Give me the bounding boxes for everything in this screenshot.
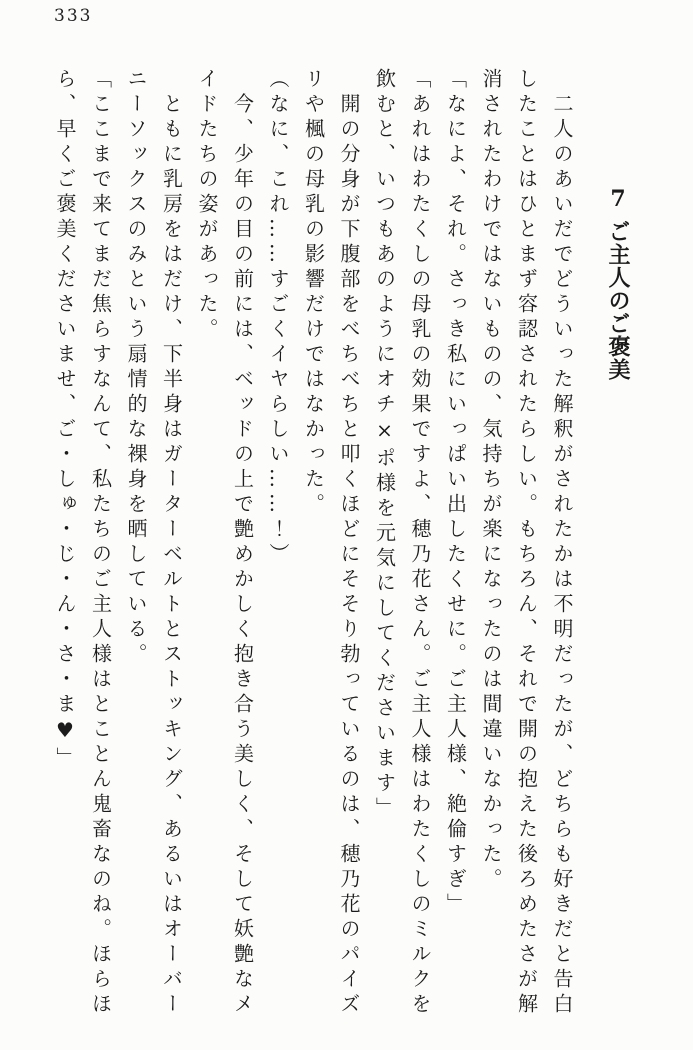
text-line: 「なによ、それ。さっき私にいっぱい出したくせに。ご主人様、絶倫すぎ」 bbox=[443, 68, 468, 918]
text-line: 「あれはわたくしの母乳の効果ですよ、穂乃花さん。ご主人様はわたくしのミルクを bbox=[408, 68, 432, 1018]
page-content bbox=[47, 68, 640, 1030]
text-line: イドたちの姿があった。 bbox=[195, 68, 219, 343]
chapter-number: 7 bbox=[610, 188, 626, 210]
chapter-heading bbox=[601, 68, 635, 1030]
text-line: （なに、これ……すごくイヤらしい……！） bbox=[266, 68, 290, 568]
text-line: したことはひとまず容認されたらしい。もちろん、それで開の抱えた後ろめたさが解 bbox=[514, 68, 539, 1018]
text-line: 二人のあいだでどういった解釈がされたかは不明だったが、どちらも好きだと告白 bbox=[550, 93, 574, 1018]
chapter-title: ご主人のご褒美 bbox=[605, 220, 631, 381]
text-line: ら、早くご褒美くださいませ、ご・しゅ・じ・ん・さ・ま♥」 bbox=[53, 68, 77, 772]
text-line: リや楓の母乳の影響だけではなかった。 bbox=[301, 68, 326, 518]
text-line: ニーソックスのみという扇情的な裸身を晒している。 bbox=[124, 68, 148, 668]
body-lines bbox=[47, 68, 580, 1030]
text-line: 開の分身が下腹部をべちべちと叩くほどにそそり勃っているのは、穂乃花のパイズ bbox=[337, 93, 361, 1018]
page-number: 333 bbox=[54, 6, 93, 26]
text-line: 飲むと、いつもあのようにオチ×ポ様を元気にしてくださいます」 bbox=[372, 68, 397, 822]
text-line: 今、少年の目の前には、ベッドの上で艶めかしく抱き合う美しく、そして妖艶なメ bbox=[230, 93, 255, 1018]
text-line: ともに乳房をはだけ、下半身はガーターベルトとストッキング、あるいはオーバー bbox=[159, 93, 184, 1018]
text-line: 消されたわけではないものの、気持ちが楽になったのは間違いなかった。 bbox=[479, 68, 503, 893]
text-line: 「ここまで来てまだ焦らすなんて、私たちのご主人様はとことん鬼畜なのね。ほらほ bbox=[88, 68, 113, 1018]
